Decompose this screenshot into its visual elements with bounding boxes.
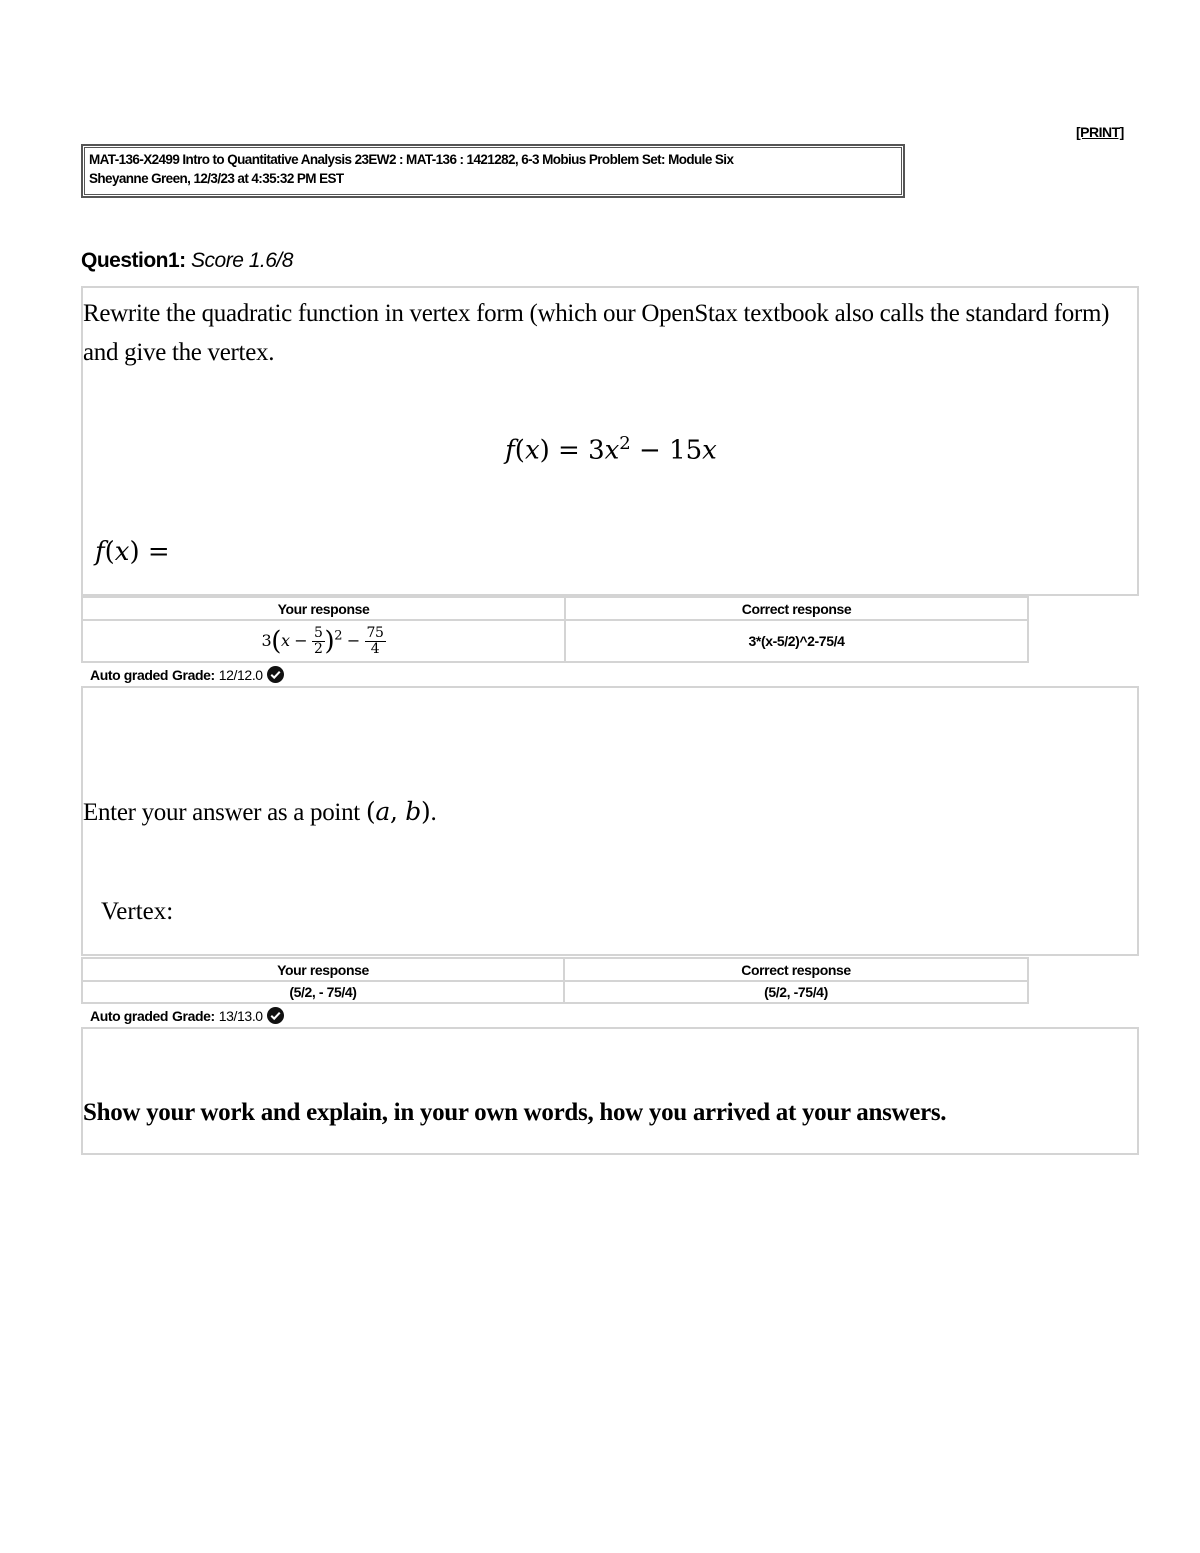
header-box (81, 144, 905, 198)
auto-graded-label: Auto graded (90, 666, 169, 683)
question-title (81, 249, 293, 273)
check-circle-icon (267, 666, 284, 683)
grade-label: Grade: (172, 1007, 215, 1024)
response-table-2 (81, 957, 1029, 1004)
your-response-cell: (5/2, - 75/4) (82, 981, 564, 1003)
your-response-cell (82, 620, 565, 662)
correct-response-header: Correct response (564, 958, 1028, 981)
auto-graded-label: Auto graded (90, 1007, 169, 1024)
your-response-math: 3(x − $\frac{5}{2}$ )$^2$ − $\frac{75}{4}$ (261, 624, 384, 657)
show-work-prompt: Show your work and explain, in your own words, how you arrived at your answers. (83, 1099, 947, 1126)
question-panel-2 (81, 686, 1139, 956)
grade-value: 13/13.0 (218, 1007, 263, 1024)
question-prompt: Rewrite the quadratic function in vertex form (which our OpenStax textbook also calls the standard form) and give the vertex. (83, 300, 1110, 366)
question-score: Score 1.6/8 (191, 249, 293, 272)
correct-response-cell: (5/2, -75/4) (564, 981, 1028, 1003)
grade-line-2 (90, 1007, 284, 1024)
grade-label: Grade: (172, 666, 215, 683)
vertex-label: Vertex: (101, 898, 174, 925)
your-response-header: Your response (82, 958, 564, 981)
response-table-1 (81, 596, 1029, 663)
print-link[interactable]: [PRINT] (1076, 124, 1124, 140)
your-response-header: Your response (82, 597, 565, 620)
student-line: Sheyanne Green, 12/3/23 at 4:35:32 PM EST (89, 171, 344, 186)
equation: $f(x) = 3x^2 - 15x$ (505, 433, 717, 466)
question-panel-3 (81, 1027, 1139, 1155)
question-label: Question1: (81, 249, 186, 272)
point-prompt: Enter your answer as a point (a, b). (83, 797, 437, 826)
check-circle-icon (267, 1007, 284, 1024)
fx-label: f(x) = (95, 537, 170, 567)
grade-value: 12/12.0 (218, 666, 263, 683)
course-line: MAT-136-X2499 Intro to Quantitative Analysis 23EW2 : MAT-136 : 1421282, 6-3 Mobius Problem Set: Module Six (89, 152, 734, 167)
grade-line-1 (90, 666, 284, 683)
correct-response-cell: 3*(x-5/2)^2-75/4 (565, 620, 1028, 662)
question-panel-1 (81, 286, 1139, 596)
correct-response-header: Correct response (565, 597, 1028, 620)
